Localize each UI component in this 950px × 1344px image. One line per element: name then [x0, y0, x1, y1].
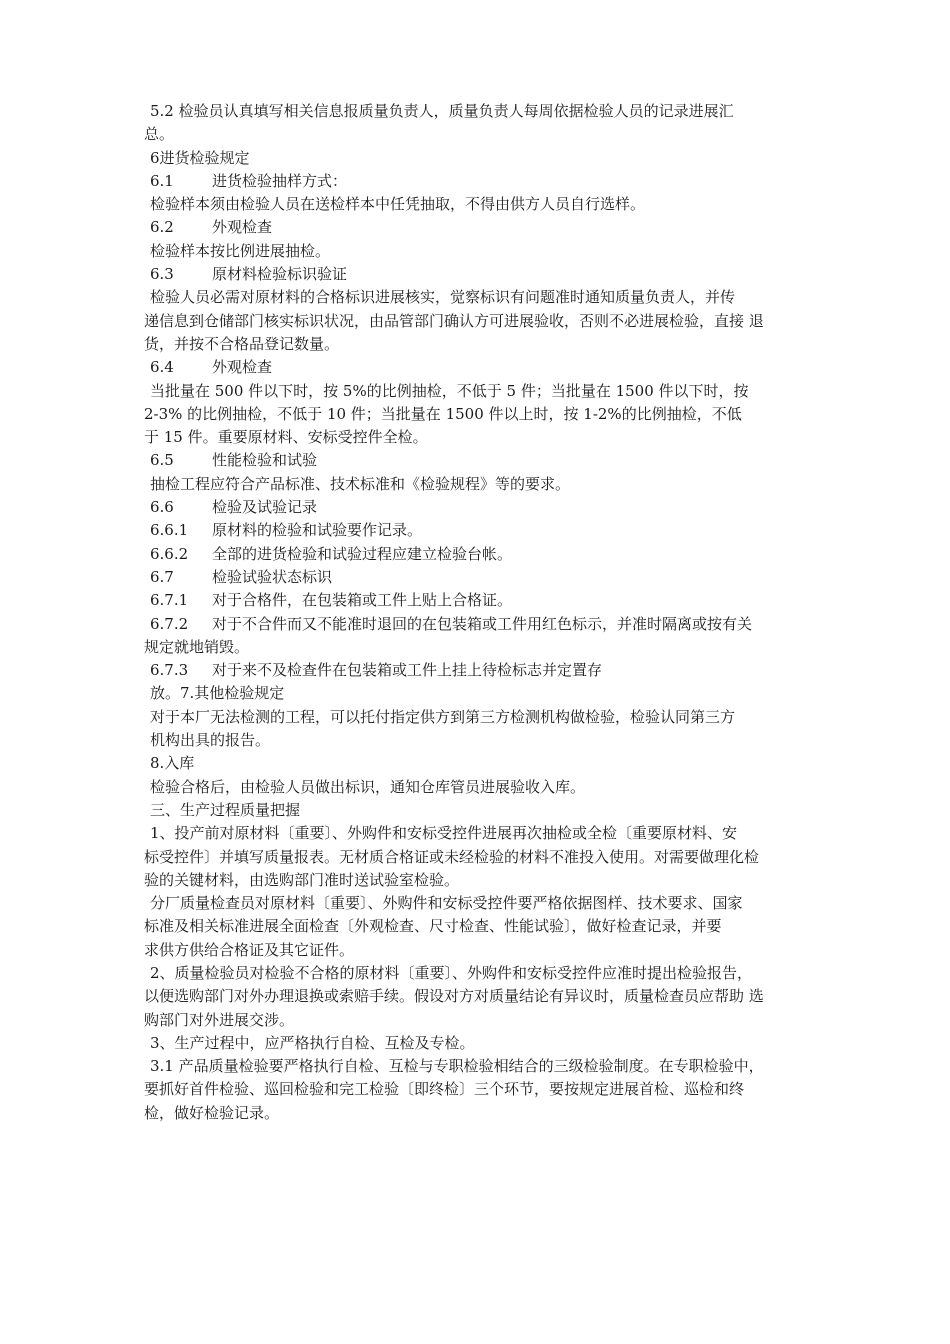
numbered-heading: [144, 566, 824, 589]
numbered-heading: [144, 263, 824, 286]
section-number: 6.4: [150, 358, 174, 377]
document-body: [144, 100, 824, 1125]
paragraph-line: 标准及相关标准进展全面检查〔外观检查、尺寸检查、性能试验〕，做好检查记录，并要: [144, 917, 722, 936]
section-title: 性能检验和试验: [212, 451, 318, 470]
numbered-item: [144, 659, 824, 682]
section-title: 外观检查: [212, 218, 273, 237]
numbered-heading: [144, 496, 824, 519]
paragraph-line: 货，并按不合格品登记数量。: [144, 334, 340, 353]
section-heading: 6进货检验规定: [150, 148, 250, 167]
paragraph-line: 以便选购部门对外办理退换或索赔手续。假设对方对质量结论有异议时，质量检查员应帮助 选: [144, 987, 764, 1006]
numbered-item: [144, 543, 824, 566]
section-title: 外观检查: [212, 358, 273, 377]
paragraph-line: 5.2 检验员认真填写相关信息报质量负责人，质量负责人每周依据检验人员的记录进展汇: [150, 102, 734, 120]
paragraph-line: 验的关键材料，由选购部门准时送试验室检验。: [144, 870, 460, 889]
paragraph-line: 检验合格后，由检验人员做出标识，通知仓库管员进展验收入库。: [150, 777, 586, 796]
paragraph-line: 购部门对外进展交涉。: [144, 1010, 295, 1029]
paragraph-line: 检验人员必需对原材料的合格标识进展核实，觉察标识有问题准时通知质量负责人，并传: [150, 288, 736, 307]
section-heading: 8.入库: [150, 754, 195, 773]
section-title: 检验及试验记录: [212, 498, 318, 517]
paragraph-line: 1、投产前对原材料〔重要〕、外购件和安标受控件进展再次抽检或全检〔重要原材料、安: [150, 824, 738, 843]
section-number: 6.5: [150, 451, 174, 470]
section-number: 6.7: [150, 567, 174, 586]
paragraph-line: 检，做好检验记录。: [144, 1103, 280, 1122]
numbered-item: [144, 519, 824, 542]
section-number: 6.3: [150, 265, 174, 284]
item-text: 对于合格件，在包装箱或工件上贴上合格证。: [212, 591, 513, 610]
numbered-heading: [144, 170, 824, 193]
paragraph-line: 3.1 产品质量检验要严格执行自检、互检与专职检验相结合的三级检验制度。在专职检验中，: [150, 1057, 764, 1076]
section-title: 检验试验状态标识: [212, 567, 333, 586]
paragraph-line: 分厂质量检查员对原材料〔重要〕、外购件和安标受控件要严格依据图样、技术要求、国家: [150, 894, 743, 913]
item-text: 对于来不及检查件在包装箱或工件上挂上待检标志并定置存: [212, 661, 603, 680]
paragraph-line: 检验样本须由检验人员在送检样本中任凭抽取，不得由供方人员自行选样。: [150, 195, 646, 214]
paragraph-line: 对于本厂无法检测的工程，可以托付指定供方到第三方检测机构做检验，检验认同第三方: [150, 707, 736, 726]
numbered-item: [144, 589, 824, 612]
paragraph-line: 检验样本按比例进展抽检。: [150, 241, 331, 260]
section-number: 6.7.2: [150, 614, 189, 633]
paragraph-line: 标受控件〕并填写质量报表。无材质合格证或未经检验的材料不准投入使用。对需要做理化检: [144, 847, 760, 866]
paragraph-line: 2-3% 的比例抽检，不低于 10 件；当批量在 1500 件以上时，按 1-2%的比例抽检，不低: [144, 404, 742, 423]
section-title: 原材料检验标识验证: [212, 265, 348, 284]
section-number: 6.6.2: [150, 544, 189, 563]
section-number: 6.7.3: [150, 661, 189, 680]
paragraph-line: 放。7.其他检验规定: [150, 684, 285, 703]
section-number: 6.7.1: [150, 591, 189, 610]
numbered-heading: [144, 356, 824, 379]
numbered-item: [144, 613, 824, 636]
item-text: 全部的进货检验和试验过程应建立检验台帐。: [212, 544, 513, 563]
item-text: 原材料的检验和试验要作记录。: [212, 521, 423, 540]
paragraph-line: 3、生产过程中，应严格执行自检、互检及专检。: [150, 1033, 475, 1052]
paragraph-line: 要抓好首件检验、巡回检验和完工检验〔即终检〕三个环节，要按规定进展首检、巡检和终: [144, 1080, 745, 1099]
section-heading: 三、生产过程质量把握: [150, 800, 301, 819]
paragraph-line: 机构出具的报告。: [150, 731, 271, 750]
section-number: 6.2: [150, 218, 174, 237]
paragraph-line: 求供方供给合格证及其它证件。: [144, 940, 355, 959]
paragraph-line: 当批量在 500 件以下时，按 5%的比例抽检，不低于 5 件；当批量在 1500 件以下时，按: [150, 381, 749, 400]
paragraph-line: 总。: [144, 125, 175, 144]
paragraph-line: 规定就地销毁。: [144, 637, 250, 656]
paragraph-line: 递信息到仓储部门核实标识状况，由品管部门确认方可进展验收，否则不必进展检验，直接 退: [144, 311, 764, 330]
item-text: 对于不合件而又不能准时退回的在包装箱或工件用红色标示，并准时隔离或按有关: [212, 614, 753, 633]
section-number: 6.6: [150, 498, 174, 517]
section-title: 进货检验抽样方式：: [212, 171, 348, 190]
numbered-heading: [144, 449, 824, 472]
section-number: 6.1: [150, 171, 174, 190]
paragraph-line: 抽检工程应符合产品标准、技术标准和《检验规程》等的要求。: [150, 474, 571, 493]
paragraph-line: 2、质量检验员对检验不合格的原材料〔重要〕、外购件和安标受控件应准时提出检验报告，: [150, 963, 753, 982]
section-number: 6.6.1: [150, 521, 189, 540]
numbered-heading: [144, 216, 824, 239]
paragraph-line: 于 15 件。重要原材料、安标受控件全检。: [144, 428, 428, 447]
